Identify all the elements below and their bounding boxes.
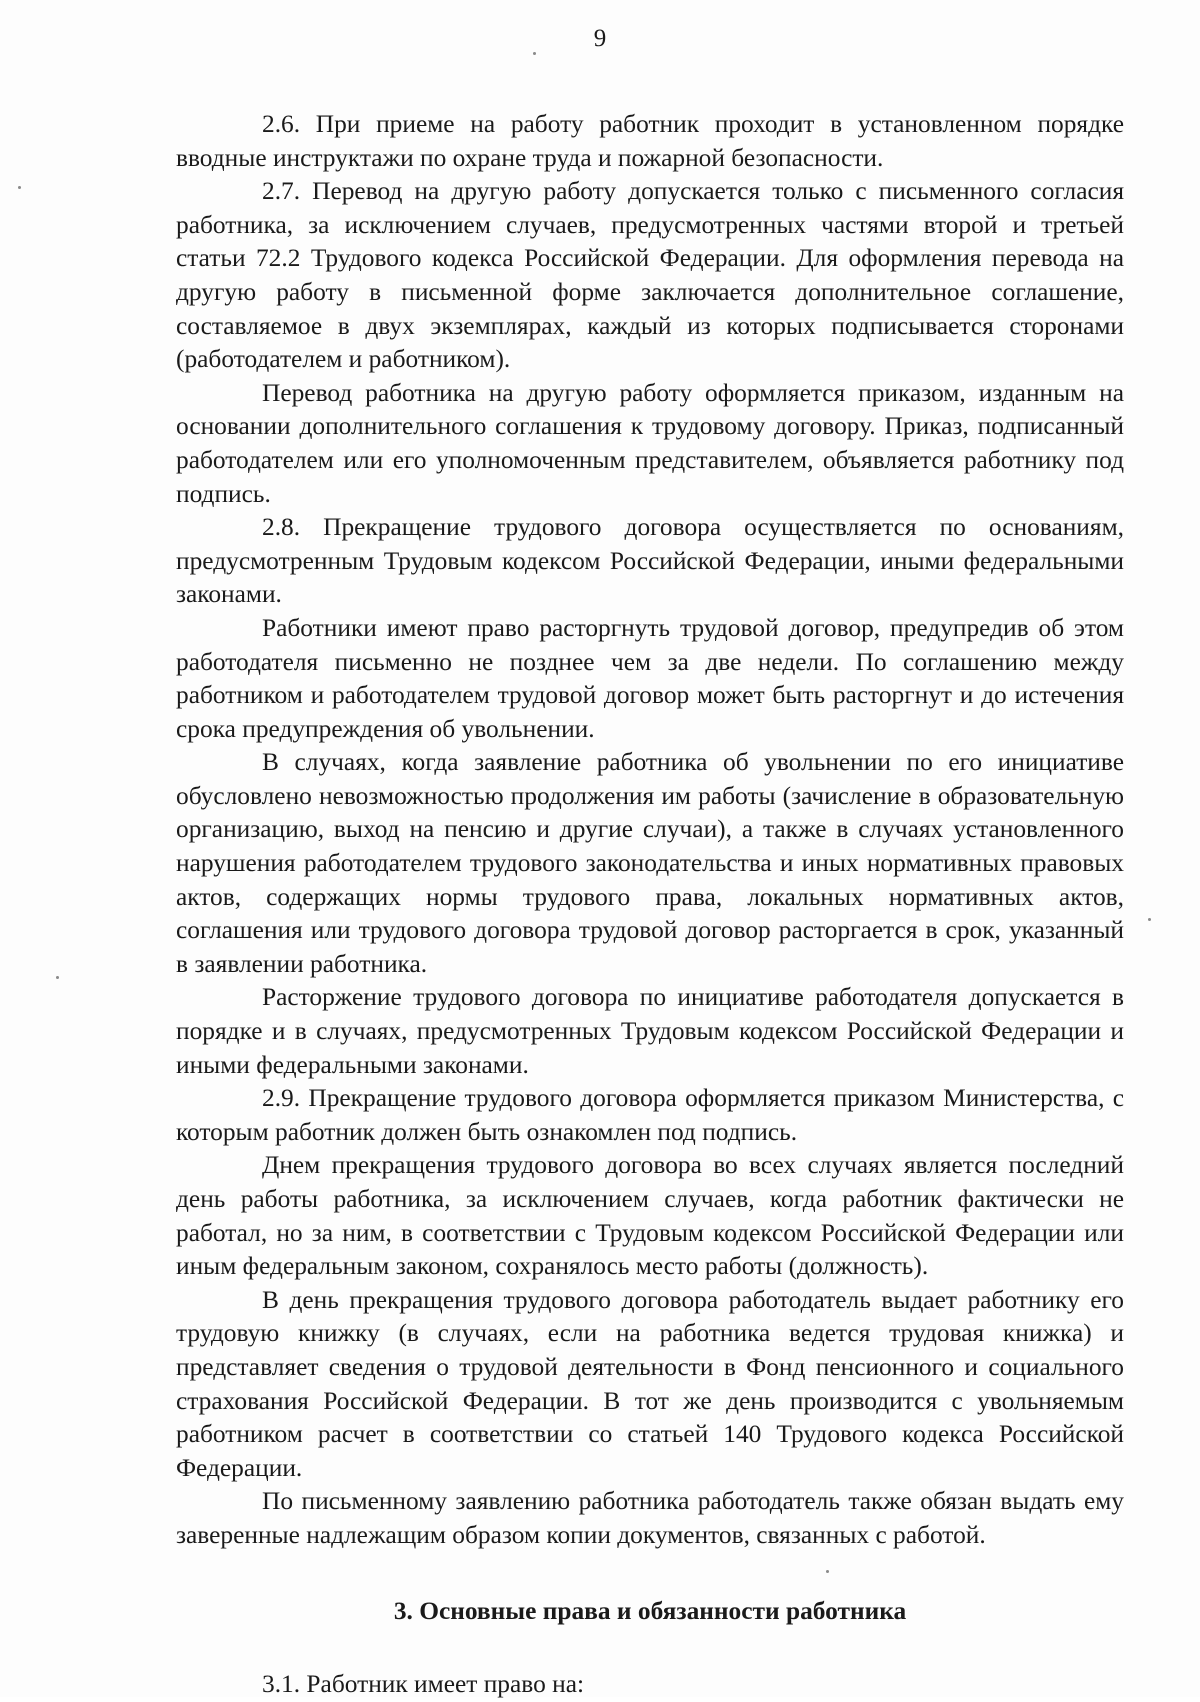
scan-speck: [18, 186, 21, 189]
paragraph-employer-termination: Расторжение трудового договора по инициативе работодателя допускается в порядке и в случаях, предусмотренных Трудовым кодексом Российской Федерации и иными федеральными законами.: [176, 983, 1124, 1079]
paragraph-employee-termination: Работники имеют право расторгнуть трудовой договор, предупредив об этом работодателя письменно не позднее чем за две недели. По соглашению между работником и работодателем трудовой договор может быть расторгнут и до истечения срока предупреждения об увольнении.: [176, 613, 1124, 743]
section-heading: 3. Основные права и обязанности работника: [393, 1596, 907, 1625]
paragraph-work-book: В день прекращения трудового договора работодатель выдает работнику его трудовую книжку (в случаях, если на работника ведется трудовая книжка) и представляет сведения о трудовой деятельности в Фонд пенсионного и социального страхования Российской Федерации. В тот же день производится с увольняемым работником расчет в соответствии со статьей 140 Трудового кодекса Российской Федерации.: [176, 1285, 1124, 1482]
document-body: [176, 108, 1124, 1702]
scan-speck: [1148, 918, 1151, 921]
scan-speck: [826, 1570, 829, 1573]
paragraph-transfer-order: Перевод работника на другую работу оформляется приказом, изданным на основании дополнительного соглашения к трудовому договору. Приказ, подписанный работодателем или его уполномоченным представителем, объявляется работнику под подпись.: [176, 378, 1124, 508]
paragraph-3-1: 3.1. Работник имеет право на:: [262, 1670, 585, 1699]
page-number: 9: [593, 25, 607, 52]
paragraph-2-9: 2.9. Прекращение трудового договора оформляется приказом Министерства, с которым работник должен быть ознакомлен под подпись.: [176, 1084, 1124, 1146]
paragraph-termination-cases: В случаях, когда заявление работника об увольнении по его инициативе обусловлено невозможностью продолжения им работы (зачисление в образовательную организацию, выход на пенсию и другие случаи), а также в случаях установленного нарушения работодателем трудового законодательства и иных нормативных правовых актов, содержащих нормы трудового права, локальных нормативных актов, соглашения или трудового договора трудовой договор расторгается в срок, указанный в заявлении работника.: [176, 748, 1124, 978]
scan-speck: [56, 976, 59, 979]
paragraph-2-7: 2.7. Перевод на другую работу допускается только с письменного согласия работника, за исключением случаев, предусмотренных частями второй и третьей статьи 72.2 Трудового кодекса Российской Федерации. Для оформления перевода на другую работу в письменной форме заключается дополнительное соглашение, составляемое в двух экземплярах, каждый из которых подписывается сторонами (работодателем и работником).: [176, 177, 1124, 374]
paragraph-termination-day: Днем прекращения трудового договора во всех случаях является последний день работы работника, за исключением случаев, когда работник фактически не работал, но за ним, в соответствии с Трудовым кодексом Российской Федерации или иным федеральным законом, сохранялось место работы (должность).: [176, 1151, 1124, 1281]
paragraph-2-6: 2.6. При приеме на работу работник проходит в установленном порядке вводные инструктажи по охране труда и пожарной безопасности.: [176, 110, 1124, 172]
scan-speck: [533, 52, 536, 55]
paragraph-2-8: 2.8. Прекращение трудового договора осуществляется по основаниям, предусмотренным Трудовым кодексом Российской Федерации, иными федеральными законами.: [176, 513, 1124, 609]
paragraph-document-copies: По письменному заявлению работника работодатель также обязан выдать ему заверенные надлежащим образом копии документов, связанных с работой.: [176, 1487, 1124, 1549]
